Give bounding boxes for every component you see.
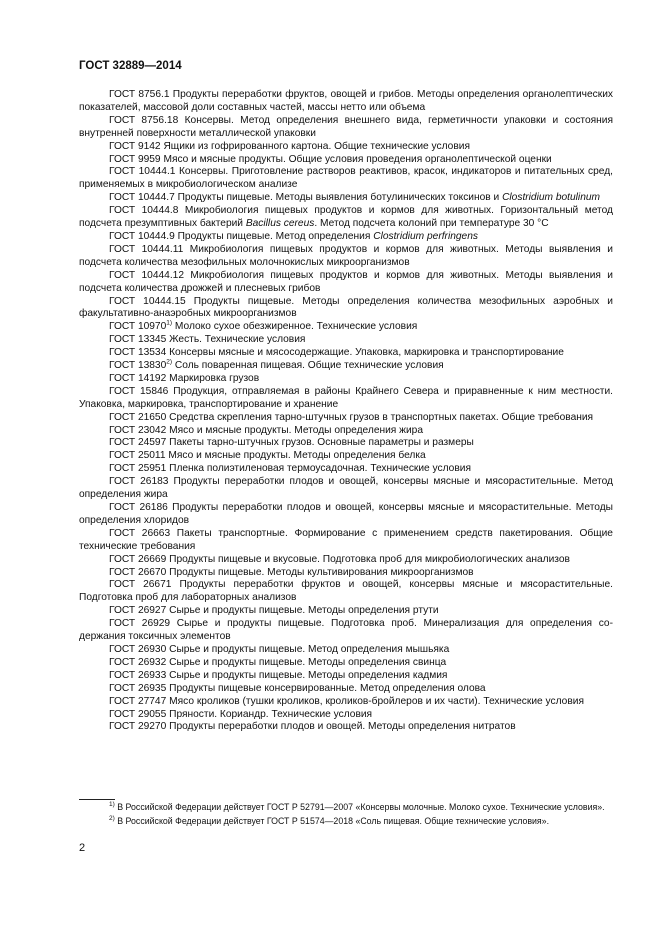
reference-title: Жесть. Технические условия (169, 334, 306, 346)
reference-code: ГОСТ 13830 (109, 360, 167, 372)
reference-entry (79, 463, 613, 476)
reference-code: ГОСТ 10444.9 (109, 230, 175, 242)
reference-entry (79, 244, 613, 270)
reference-entry (79, 89, 613, 115)
reference-entry (79, 605, 613, 618)
reference-entry (79, 567, 613, 580)
reference-entry (79, 192, 613, 205)
reference-title: Продукты переработки плодов и овощей, консервы мясные и мясорастительные. Методы определения хлоридов (79, 502, 613, 526)
reference-entry (79, 502, 613, 528)
reference-title: Пленка полиэтиленовая термоусадочная. Технические условия (169, 463, 471, 475)
footnote-text: В Российской Федерации действует ГОСТ Р 51574—2018 «Соль пищевая. Общие технические условия». (117, 816, 550, 827)
reference-title: Средства скрепления тарно-штучных грузов в транспортных пакетах. Общие требования (169, 411, 594, 423)
reference-entry (79, 360, 613, 373)
footnote-text: В Российской Федерации действует ГОСТ Р 52791—2007 «Консервы молочные. Молоко сухое. Технические условия». (117, 802, 605, 812)
reference-entry (79, 618, 613, 644)
reference-code: ГОСТ 26670 (109, 566, 167, 578)
reference-entry (79, 721, 613, 734)
footnote-mark: 2) (109, 815, 115, 823)
reference-code: ГОСТ 10444.7 (109, 192, 175, 204)
reference-entry (79, 670, 613, 683)
reference-entry (79, 644, 613, 657)
reference-title: Микробиология пищевых продуктов и кормов для животных. Методы выявления и подсчета количества дрожжей и плесневых грибов (79, 269, 613, 294)
reference-code: ГОСТ 29270 (109, 721, 167, 733)
reference-entry (79, 231, 613, 244)
reference-title: Продукты переработки плодов и овощей, консервы мясные и мясорастительные. Метод определения жира (79, 476, 613, 501)
reference-title: Пакеты тарно-штучных грузов. Основные параметры и размеры (169, 437, 474, 449)
reference-title: Соль поваренная пищевая. Общие технические условия (174, 360, 444, 372)
reference-entry (79, 166, 613, 192)
reference-code: ГОСТ 25951 (109, 463, 167, 475)
reference-title: Консервы. Метод определения внешнего вида, герметичности упаковки и состояния внутренней поверхности металлической упаковки (79, 114, 613, 139)
footnote-mark: 1) (166, 319, 173, 327)
reference-code: ГОСТ 26927 (109, 605, 167, 617)
footnote-mark: 2) (166, 358, 173, 366)
reference-code: ГОСТ 25011 (109, 450, 166, 462)
reference-code: ГОСТ 26933 (109, 669, 167, 681)
reference-code: ГОСТ 10444.8 (109, 205, 179, 217)
reference-code: ГОСТ 10444.11 (109, 243, 184, 255)
reference-entry (79, 334, 613, 347)
reference-title: Мясо и мясные продукты. Методы определения жира (169, 424, 423, 436)
reference-title: Пряности. Кориандр. Технические условия (169, 708, 373, 720)
footnotes (79, 802, 613, 828)
reference-entry (79, 683, 613, 696)
reference-code: ГОСТ 29055 (109, 708, 167, 720)
reference-entry (79, 528, 613, 554)
reference-title: Сырье и продукты пищевые. Методы определения ртути (169, 605, 439, 617)
reference-entry (79, 709, 613, 722)
reference-code: ГОСТ 26183 (109, 476, 169, 488)
reference-entry (79, 554, 613, 567)
reference-title: Продукты пищевые. Методы культивирования микроорганизмов (169, 566, 474, 578)
reference-code: ГОСТ 26929 (109, 618, 171, 630)
reference-title-continued: . Метод подсчета колоний при температуре 30 °С (314, 218, 549, 230)
footnote (79, 802, 613, 813)
reference-title: Продукты пищевые и вкусовые. Подготовка проб для микробиологических анализов (169, 553, 570, 565)
reference-code: ГОСТ 9959 (109, 153, 161, 165)
document-header: ГОСТ 32889—2014 (79, 60, 182, 72)
reference-entry (79, 115, 613, 141)
reference-title: Пакеты транспортные. Формирование с применением средств пакетирования. Общие технические требования (79, 527, 613, 552)
reference-title: Продукты пищевые. Методы определения количества мезофильных аэробных и факультативно-анаэробных микроорганизмов (79, 295, 614, 320)
footnote-separator (79, 799, 115, 800)
reference-title-italic: Clostridium perfringens (373, 230, 478, 242)
reference-entry (79, 321, 613, 334)
reference-title: Продукты пищевые консервированные. Метод определения олова (169, 682, 486, 694)
reference-code: ГОСТ 10444.15 (109, 295, 186, 307)
reference-code: ГОСТ 8756.18 (109, 114, 179, 126)
reference-title: Продукты переработки плодов и овощей. Методы определения нитратов (169, 721, 516, 733)
reference-entry (79, 450, 613, 463)
reference-code: ГОСТ 26932 (109, 656, 167, 668)
normative-references-list (79, 89, 613, 734)
reference-code: ГОСТ 26671 (109, 579, 172, 591)
reference-entry (79, 579, 613, 605)
reference-code: ГОСТ 15846 (109, 385, 169, 397)
reference-code: ГОСТ 14192 (109, 372, 167, 384)
reference-title: Микробиология пищевых продуктов и кормов для животных. Методы выявления и подсчета количества мезофильных молочнокислых микроорганизмов (79, 243, 613, 268)
reference-entry (79, 205, 613, 231)
reference-code: ГОСТ 26186 (109, 502, 168, 513)
reference-entry (79, 437, 613, 450)
reference-title: Сырье и продукты пищевые. Подготовка проб. Минерализация для определения содержания токсичных элементов (79, 618, 613, 643)
reference-title: Молоко сухое обезжиренное. Технические условия (174, 321, 418, 333)
reference-entry (79, 476, 613, 502)
reference-code: ГОСТ 9142 (109, 140, 161, 152)
reference-entry (79, 386, 613, 412)
reference-entry (79, 154, 613, 167)
reference-title: Сырье и продукты пищевые. Методы определения свинца (169, 656, 447, 668)
footnote-mark: 1) (109, 801, 115, 809)
reference-code: ГОСТ 27747 (109, 695, 167, 707)
reference-code: ГОСТ 13534 (109, 347, 167, 359)
reference-title: Сырье и продукты пищевые. Метод определения мышьяка (169, 643, 450, 655)
reference-code: ГОСТ 26935 (109, 682, 167, 694)
page-number: 2 (79, 842, 86, 854)
reference-code: ГОСТ 24597 (109, 437, 167, 449)
reference-title: Мясо кроликов (тушки кроликов, кроликов-бройлеров и их части). Технические условия (169, 695, 584, 707)
reference-code: ГОСТ 26669 (109, 553, 167, 565)
reference-title: Сырье и продукты пищевые. Методы определения кадмия (169, 669, 448, 681)
reference-entry (79, 347, 613, 360)
reference-title: Продукты переработки фруктов и овощей, консервы мясные и мясорастительные. Подготовка проб для лабораторных анализов (79, 579, 613, 604)
reference-title-italic: Clostridium botulinum (502, 192, 601, 204)
reference-code: ГОСТ 21650 (109, 411, 167, 423)
reference-title: Маркировка грузов (169, 372, 260, 384)
reference-title: Продукты пищевые. Методы выявления ботулинических токсинов и (177, 192, 500, 204)
reference-title: Микробиология пищевых продуктов и кормов для животных. Горизонтальный метод подсчета презумптивных бактерий (79, 205, 613, 230)
reference-code: ГОСТ 10970 (109, 321, 167, 333)
reference-entry (79, 425, 613, 438)
reference-code: ГОСТ 26930 (109, 643, 167, 655)
reference-code: ГОСТ 13345 (109, 334, 167, 346)
reference-entry (79, 657, 613, 670)
reference-title: Ящики из гофрированного картона. Общие технические условия (163, 140, 470, 152)
reference-code: ГОСТ 26663 (109, 527, 171, 539)
reference-title: Мясо и мясные продукты. Общие условия проведения органолептической оценки (163, 153, 552, 165)
reference-title: Консервы. Приготовление растворов реактивов, красок, индикаторов и питательных сред, применяемых в микробиологическом анализе (79, 166, 613, 191)
reference-entry (79, 270, 613, 296)
reference-entry (79, 373, 613, 386)
reference-entry (79, 141, 613, 154)
reference-title: Продукты переработки фруктов, овощей и грибов. Методы определения органолептических показателей, массовой доли составных частей, массы нетто или объема (79, 89, 613, 113)
reference-code: ГОСТ 8756.1 (109, 89, 170, 100)
reference-entry (79, 696, 613, 709)
reference-code: ГОСТ 10444.12 (109, 269, 184, 281)
reference-title: Продукция, отправляемая в районы Крайнего Севера и приравненные к ним местности. Упаковка, маркировка, транспортирование и хранение (79, 385, 613, 410)
reference-title: Консервы мясные и мясосодержащие. Упаковка, маркировка и транспортирование (169, 347, 564, 359)
reference-title-italic: Bacillus cereus (245, 218, 315, 230)
reference-entry (79, 296, 613, 322)
reference-title: Мясо и мясные продукты. Методы определения белка (168, 450, 426, 462)
reference-code: ГОСТ 10444.1 (109, 166, 176, 178)
reference-entry (79, 412, 613, 425)
footnote (79, 816, 613, 827)
reference-code: ГОСТ 23042 (109, 424, 167, 436)
reference-title: Продукты пищевые. Метод определения (177, 230, 371, 242)
